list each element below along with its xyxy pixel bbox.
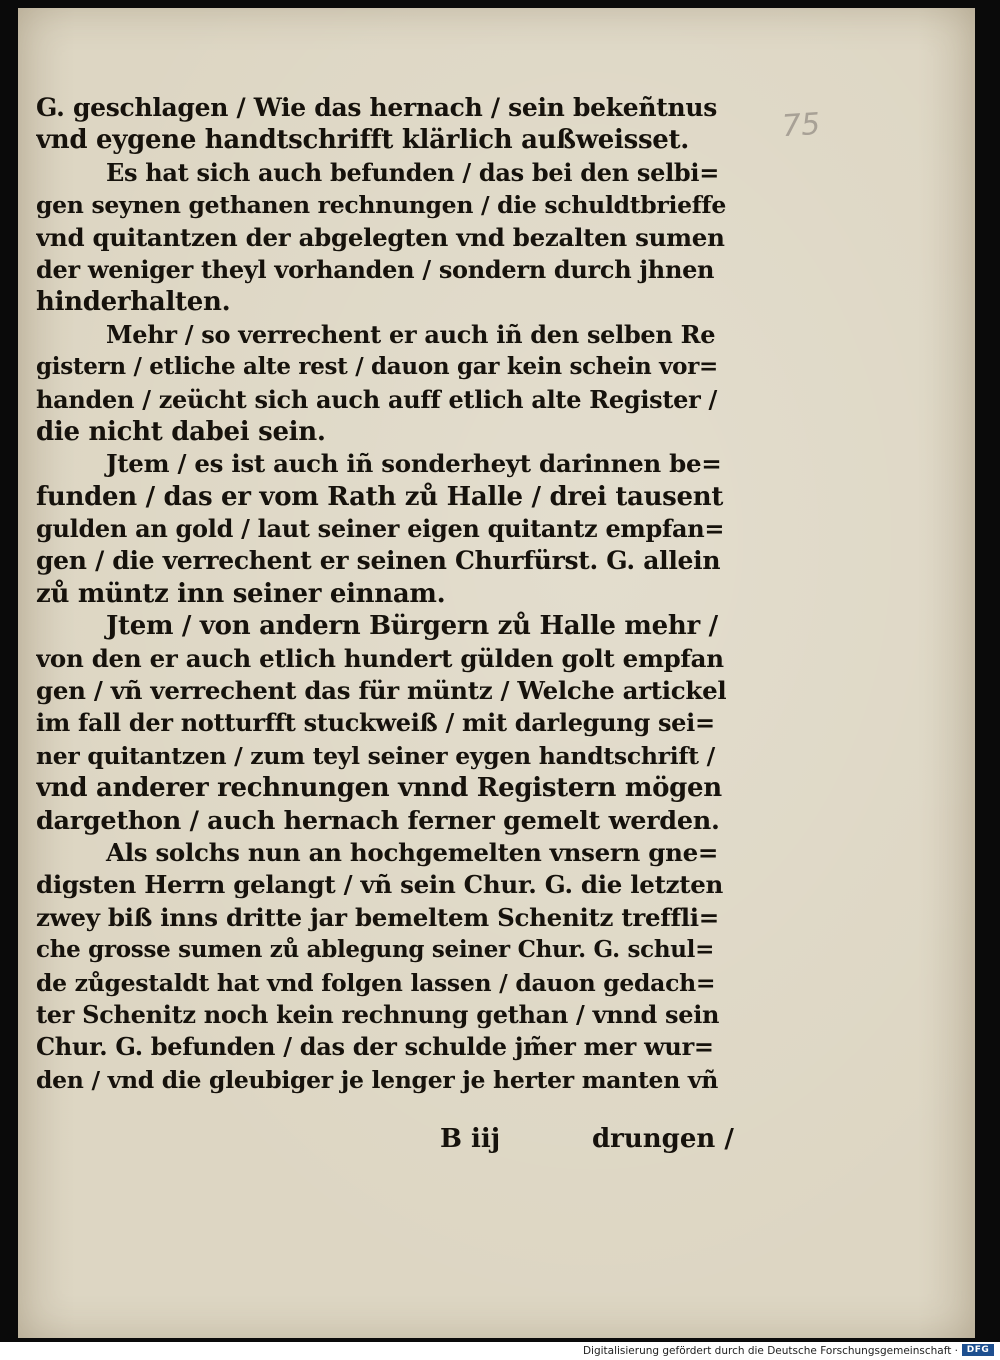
text-line: gen / vñ verrechent das für müntz / Welche artickel [36, 676, 726, 706]
text-line: handen / zeücht sich auch auff etlich alte Register / [36, 384, 717, 414]
text-line: gulden an gold / laut seiner eigen quitantz empfan= [36, 514, 725, 544]
text-line: Es hat sich auch befunden / das bei den selbi= [106, 157, 720, 187]
text-line: von den er auch etlich hundert gülden golt empfan [36, 643, 724, 673]
dfg-credit: Digitalisierung gefördert durch die Deutsche Forschungsgemeinschaft · [582, 1345, 958, 1357]
text-line: ner quitantzen / zum teyl seiner eygen handtschrift / [36, 741, 715, 770]
text-line: zů müntz inn seiner einnam. [36, 578, 446, 609]
dfg-logo: DFG [962, 1344, 994, 1356]
text-line: funden / das er vom Rath zů Halle / drei tausent [36, 481, 724, 512]
signature-mark: B iij [440, 1124, 501, 1154]
margin-page-number: 75 [780, 106, 822, 145]
text-line: Als solchs nun an hochgemelten vnsern gne= [106, 837, 719, 867]
text-line: G. geschlagen / Wie das hernach / sein bekeñtnus [36, 93, 718, 122]
text-block [36, 92, 726, 1096]
text-line: gen seynen gethanen rechnungen / die schuldtbrieffe [36, 191, 726, 220]
text-line: de zůgestaldt hat vnd folgen lassen / dauon gedach= [36, 968, 716, 997]
text-line: ter Schenitz noch kein rechnung gethan / vnnd sein [36, 999, 720, 1029]
text-line: digsten Herrn gelangt / vñ sein Chur. G. die letzten [36, 870, 724, 900]
catchword: drungen / [592, 1124, 734, 1154]
text-line: Chur. G. befunden / das der schulde jm̃er mer wur= [36, 1032, 714, 1062]
text-line: vnd anderer rechnungen vnnd Registern mögen [36, 773, 722, 804]
text-line: Mehr / so verrechent er auch iñ den selben Re [106, 319, 716, 349]
text-line: vnd eygene handtschrifft klärlich außweisset. [36, 125, 689, 156]
text-line: gen / die verrechent er seinen Churfürst. G. allein [36, 546, 721, 576]
text-line: im fall der notturfft stuckweiß / mit darlegung sei= [36, 708, 715, 738]
text-line: gistern / etliche alte rest / dauon gar kein schein vor= [36, 353, 719, 381]
text-line: den / vnd die gleubiger je lenger je herter manten vñ [36, 1065, 719, 1094]
text-line: Jtem / es ist auch iñ sonderheyt darinnen be= [106, 449, 722, 479]
text-line: dargethon / auch hernach ferner gemelt werden. [36, 805, 720, 836]
text-line: vnd quitantzen der abgelegten vnd bezalten sumen [36, 222, 725, 252]
text-line: der weniger theyl vorhanden / sondern durch jhnen [36, 254, 715, 284]
text-line: che grosse sumen zů ablegung seiner Chur. G. schul= [36, 936, 715, 964]
text-line: Jtem / von andern Bürgern zů Halle mehr / [106, 611, 718, 642]
text-line: zwey biß inns dritte jar bemeltem Schenitz treffli= [36, 902, 719, 932]
text-line: die nicht dabei sein. [36, 416, 326, 447]
text-line: hinderhalten. [36, 287, 231, 318]
